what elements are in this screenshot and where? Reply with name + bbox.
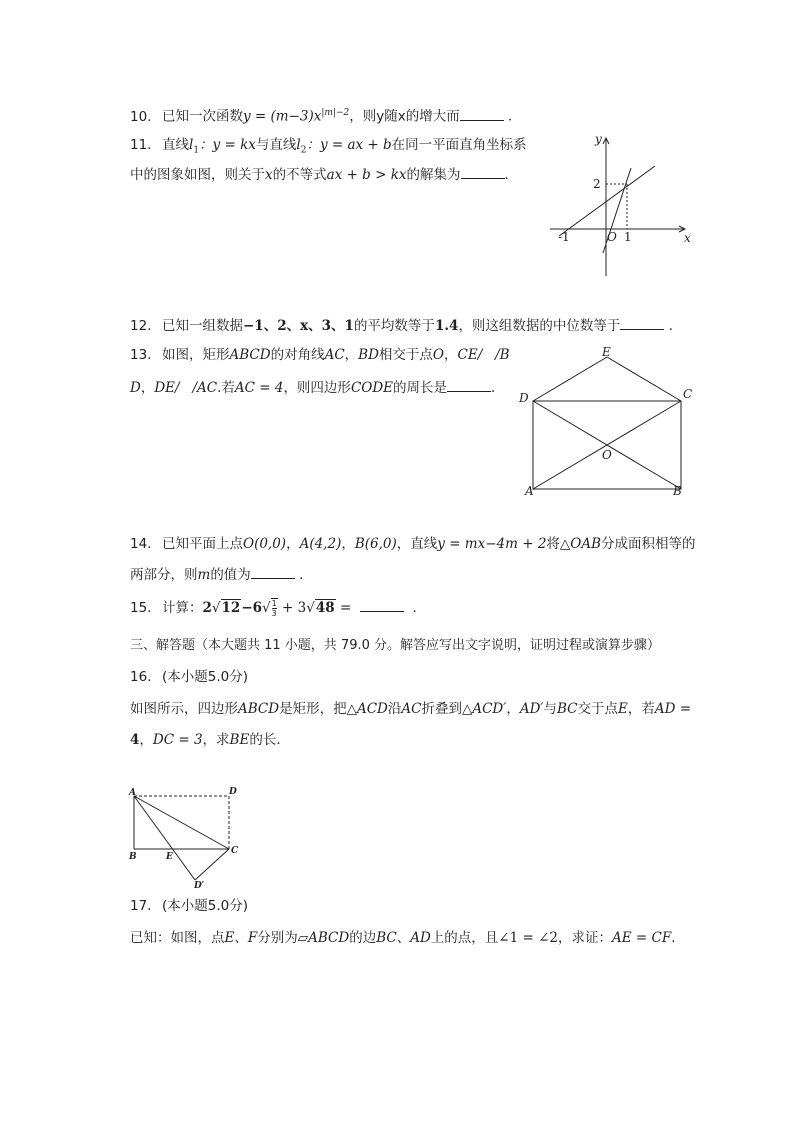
q14-sep: ， bbox=[341, 536, 355, 552]
answer-blank bbox=[460, 107, 504, 121]
question-number: 11. bbox=[130, 137, 152, 153]
q16-text: ， bbox=[506, 701, 520, 717]
question-14-line-2 bbox=[130, 565, 313, 584]
q13-d: D bbox=[130, 380, 141, 396]
q13-sep: ， bbox=[140, 380, 155, 396]
q14-text: ，直线 bbox=[396, 536, 438, 552]
q16-text: ， bbox=[139, 732, 153, 748]
q15-equals: = bbox=[339, 600, 352, 616]
q17-angles: ∠1 = ∠2 bbox=[498, 930, 558, 946]
q16-text: ，若 bbox=[627, 701, 655, 717]
q13-bd: BD bbox=[358, 347, 379, 363]
q11-sub2: 2 bbox=[300, 145, 307, 156]
tick-1: 1 bbox=[624, 230, 632, 244]
section-3-text: 三、解答题（本大题共 11 小题，共 79.0 分。解答应写出文字说明，证明过程或演算步骤） bbox=[130, 638, 661, 653]
q17-sep: 、 bbox=[234, 930, 248, 946]
q10-end: ． bbox=[508, 108, 522, 125]
q17-score: (本小题5.0分) bbox=[162, 898, 249, 914]
q12-mean: 1.4 bbox=[434, 318, 459, 334]
q16-score: (本小题5.0分) bbox=[162, 669, 249, 685]
q13-parallel: / /AC bbox=[175, 380, 218, 396]
q16-text: 沿 bbox=[387, 701, 402, 717]
q15-radicand-2: 48 bbox=[315, 600, 335, 616]
q11-x: x bbox=[265, 167, 273, 183]
q13-text: ，则四边形 bbox=[283, 380, 351, 396]
q14-point-a: A(4,2) bbox=[299, 536, 342, 552]
q14-end: ． bbox=[299, 567, 313, 583]
q11-eq2: ：y = ax + b bbox=[306, 137, 392, 153]
q14-triangle: △OAB bbox=[559, 536, 602, 552]
q13-sep: ， bbox=[344, 347, 359, 363]
q13-abcd: ABCD bbox=[229, 347, 271, 363]
q16-e: E bbox=[617, 701, 628, 717]
q17-end: . bbox=[671, 930, 676, 946]
question-17-header bbox=[130, 897, 248, 915]
q17-f: F bbox=[247, 930, 258, 946]
q11-text: 在同一平面直角坐标系 bbox=[391, 137, 527, 153]
label-c: C bbox=[231, 846, 239, 856]
tick-2: 2 bbox=[593, 177, 601, 191]
label-o: O bbox=[602, 448, 612, 462]
label-a: A bbox=[129, 788, 136, 798]
q13-ac: AC bbox=[324, 347, 345, 363]
q10-exponent: |m|−2 bbox=[321, 108, 350, 118]
diagonal-ac bbox=[134, 796, 229, 849]
q16-ad-eq: AD = bbox=[654, 701, 692, 717]
q14-point-o: O(0,0) bbox=[243, 536, 287, 552]
q11-text: 的解集为 bbox=[406, 167, 461, 183]
question-number: 14. bbox=[130, 536, 152, 552]
q16-text: 交于点 bbox=[577, 701, 618, 717]
q11-inequality: ax + b > kx bbox=[326, 167, 407, 183]
q12-text: ，则这组数据的中位数等于 bbox=[458, 318, 621, 334]
question-number: 16. bbox=[130, 669, 152, 685]
q11-coordinate-figure bbox=[545, 128, 695, 278]
q11-sub1: 1 bbox=[193, 145, 200, 156]
question-11-line-1 bbox=[130, 136, 527, 160]
section-3-heading bbox=[130, 637, 660, 655]
q13-code: CODE bbox=[350, 380, 394, 396]
q15-fraction bbox=[271, 598, 278, 618]
q17-sep: 、 bbox=[396, 930, 411, 946]
q16-triangle-1: △ACD bbox=[346, 701, 388, 717]
question-number: 13. bbox=[130, 347, 152, 363]
q16-text: 折叠到 bbox=[421, 701, 462, 717]
q11-text: 的不等式 bbox=[272, 167, 327, 183]
q13-rectangle-figure bbox=[515, 343, 700, 503]
q14-m: m bbox=[197, 567, 211, 583]
q12-data: −1、2、x、3、1 bbox=[243, 318, 354, 334]
label-c: C bbox=[683, 387, 693, 401]
q13-text: 的对角线 bbox=[270, 347, 325, 363]
q15-coef-1: 2 bbox=[202, 600, 212, 616]
q11-l1: l bbox=[189, 137, 194, 153]
q15-end: ． bbox=[412, 600, 426, 616]
q16-text: ，求 bbox=[202, 732, 230, 748]
label-d: D bbox=[519, 391, 529, 405]
q16-abcd: ABCD bbox=[238, 701, 280, 717]
q17-text: 的边 bbox=[349, 930, 377, 946]
q14-text: 两部分，则 bbox=[130, 567, 198, 583]
q17-text: ，求证： bbox=[558, 930, 612, 946]
q11-text: 与直线 bbox=[255, 137, 297, 153]
q14-text: 的值为 bbox=[210, 567, 251, 583]
q16-dc: DC = 3 bbox=[152, 732, 203, 748]
q12-text: 的平均数等于 bbox=[353, 318, 435, 334]
segment-cd-prime bbox=[195, 849, 229, 880]
q15-radicand-1: 12 bbox=[221, 600, 241, 616]
q10-expression: y = (m−3)x bbox=[243, 108, 322, 125]
q16-text: 与 bbox=[543, 701, 557, 717]
question-16-line-2 bbox=[130, 731, 290, 749]
q16-ad-value: 4 bbox=[130, 732, 140, 748]
q15-frac-denominator: 3 bbox=[271, 609, 277, 618]
q12-end: ． bbox=[668, 318, 683, 334]
question-17-line-1 bbox=[130, 929, 676, 947]
question-number: 12. bbox=[130, 318, 152, 334]
q11-text: 中的图象如图，则关于 bbox=[130, 167, 265, 183]
label-b: B bbox=[673, 484, 682, 498]
answer-blank bbox=[360, 598, 404, 612]
segment-ce bbox=[607, 357, 681, 401]
q16-be: BE bbox=[229, 732, 250, 748]
q11-text: 直线 bbox=[162, 137, 189, 153]
x-axis-label: x bbox=[684, 231, 691, 245]
q14-point-b: B(6,0) bbox=[354, 536, 397, 552]
q15-frac-numerator: 1 bbox=[271, 599, 277, 608]
question-11-line-2 bbox=[130, 165, 518, 184]
q15-op-1: −6 bbox=[241, 600, 263, 616]
q17-bc: BC bbox=[376, 930, 397, 946]
q13-parallel: / /B bbox=[477, 347, 510, 363]
q13-text: 的周长是 bbox=[393, 380, 448, 396]
q13-o: O bbox=[432, 347, 444, 363]
q16-ad: AD′ bbox=[519, 701, 544, 717]
label-a: A bbox=[525, 484, 534, 498]
q12-text: 已知一组数据 bbox=[162, 318, 243, 334]
q17-e: E bbox=[224, 930, 235, 946]
q17-ad: AD bbox=[410, 930, 431, 946]
question-13-line-1 bbox=[130, 346, 510, 364]
line-l2 bbox=[559, 166, 655, 236]
q16-ac: AC bbox=[401, 701, 422, 717]
q14-text: 分成面积相等的 bbox=[601, 536, 696, 552]
q16-triangle-2: △ACD′ bbox=[461, 701, 507, 717]
q10-text-post: ，则y随x的增大而 bbox=[349, 108, 460, 125]
q14-equation: y = mx−4m + 2 bbox=[437, 536, 547, 552]
answer-blank bbox=[620, 316, 664, 330]
q13-end: ． bbox=[491, 380, 505, 396]
q11-l2: l bbox=[296, 137, 301, 153]
label-e: E bbox=[602, 345, 611, 359]
q16-text: 如图所示，四边形 bbox=[130, 701, 238, 717]
question-15: 15. 计算：2√12−6√ $\frac{1}{3}$ + 3√48 = ． bbox=[130, 599, 426, 618]
y-axis-label: y bbox=[595, 132, 602, 146]
q16-fold-figure bbox=[125, 784, 245, 894]
question-16-header bbox=[130, 668, 248, 686]
origin-label: O bbox=[607, 230, 617, 244]
q15-op-2: + 3 bbox=[282, 600, 307, 616]
answer-blank bbox=[251, 565, 295, 579]
q16-text: 是矩形，把 bbox=[279, 701, 347, 717]
question-number: 15. bbox=[130, 600, 152, 616]
q14-text: 将 bbox=[546, 536, 560, 552]
label-d-prime: D′ bbox=[194, 881, 205, 891]
question-number: 10. bbox=[130, 108, 152, 125]
label-e: E bbox=[166, 852, 173, 862]
q13-text: 相交于点 bbox=[378, 347, 433, 363]
answer-blank bbox=[461, 165, 505, 179]
tick-neg1: -1 bbox=[558, 230, 570, 244]
question-12 bbox=[130, 316, 682, 335]
q11-eq1: ：y = kx bbox=[199, 137, 256, 153]
label-b: B bbox=[129, 852, 137, 862]
q15-text: 计算： bbox=[162, 600, 203, 616]
question-13-line-2 bbox=[130, 378, 505, 397]
q13-de: DE bbox=[154, 380, 176, 396]
question-number: 17. bbox=[130, 898, 152, 914]
q17-conclusion: AE = CF bbox=[612, 930, 672, 946]
segment-de bbox=[533, 357, 607, 401]
q14-text: 已知平面上点 bbox=[162, 536, 243, 552]
q13-text: 如图，矩形 bbox=[162, 347, 230, 363]
q13-text: ， bbox=[444, 347, 458, 363]
q13-text: .若 bbox=[217, 380, 235, 396]
q17-parallelogram: ▱ABCD bbox=[297, 930, 350, 946]
q16-text: 的长． bbox=[249, 732, 290, 748]
q16-bc: BC bbox=[556, 701, 578, 717]
segment-ad-prime bbox=[134, 796, 195, 880]
q11-end: ． bbox=[504, 167, 519, 183]
q17-text: 分别为 bbox=[257, 930, 298, 946]
q10-text-pre: 已知一次函数 bbox=[162, 108, 243, 125]
q13-condition: AC = 4 bbox=[234, 380, 284, 396]
answer-blank bbox=[447, 378, 491, 392]
q14-sep: ， bbox=[286, 536, 300, 552]
label-d: D bbox=[229, 787, 237, 797]
question-10 bbox=[130, 104, 522, 126]
q13-ce: CE bbox=[457, 347, 478, 363]
question-14-line-1 bbox=[130, 535, 696, 553]
q17-text: 已知：如图，点 bbox=[130, 930, 225, 946]
q17-text: 上的点，且 bbox=[430, 930, 499, 946]
question-16-line-1 bbox=[130, 700, 691, 718]
